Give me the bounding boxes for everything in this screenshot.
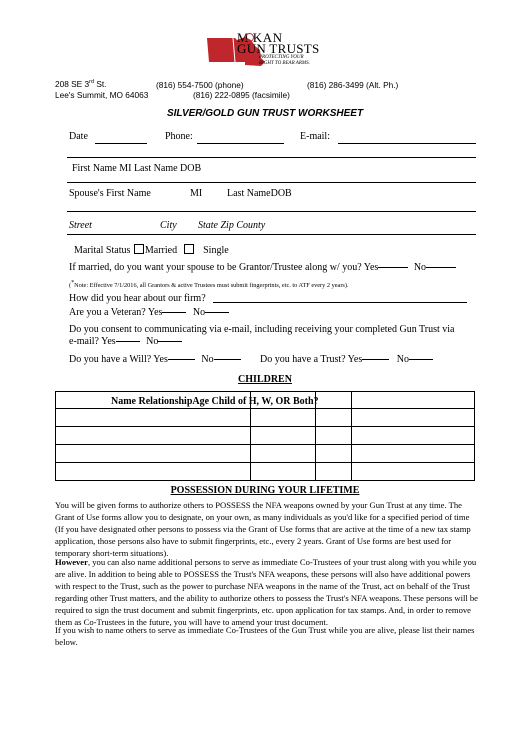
consent-question-line1: Do you consent to communicating via e-mail, including receiving your completed Gun Trust via [69,324,455,335]
street-label: Street [69,220,92,231]
spouse-grantor-yes-field[interactable] [378,267,408,268]
possession-paragraph-3: If you wish to name others to serve as immediate Co-Trustees of the Gun Trust while you are alive, please list their names below. [55,625,475,647]
name-row-topline[interactable] [67,157,476,158]
logo-name-line2: GUN TRUSTS [237,41,320,56]
hear-question: How did you hear about our firm? [69,293,206,304]
table-row[interactable] [56,445,474,462]
email-field[interactable] [338,143,476,144]
spouse-grantor-no-field[interactable] [426,267,456,268]
page-title: SILVER/GOLD GUN TRUST WORKSHEET [166,108,364,119]
fax-number: (816) 222-0895 (facsimile) [193,90,290,100]
address-row-bottomline[interactable] [67,234,476,235]
logo-name-line1: M KAN [237,30,283,45]
phone-number: (816) 554-7500 (phone) [156,80,244,90]
will-question: Do you have a Will? Yes No [69,354,241,365]
spouse-last-label: Last NameDOB [227,188,292,199]
alt-phone-number: (816) 286-3499 (Alt. Ph.) [307,80,399,90]
marital-status-row [74,244,229,256]
married-label: Married [144,245,178,256]
spouse-first-label: Spouse's First Name [69,188,151,199]
table-row[interactable] [56,463,474,480]
veteran-no-field[interactable] [205,312,229,313]
date-field[interactable] [95,143,147,144]
children-table-header: Name RelationshipAge Child of H, W, OR Both? [111,396,319,407]
consent-question-line2: e-mail? Yes No [69,336,182,347]
possession-paragraph-1: You will be given forms to authorize others to POSSESS the NFA weapons owned by your Gun Trust at any time. The Grant of Use forms allow you to designate, on your own, as many individuals as you'd like for a specified period of time (If you have designated other persons to possess via the Grant of Use forms that are active at the time of a new tax stamp application, those persons also have to submit fingerprints, etc., every 2 years. Grant of Use forms are best used for temporary short-term situations). [55,500,471,558]
fingerprint-note: (*Note: Effective 7/1/2016, all Grantors & active Trustees must submit fingerprints, etc. to ATF every 2 years). [69,280,349,290]
will-yes-field[interactable] [168,359,195,360]
trust-no-field[interactable] [409,359,433,360]
spouse-row-topline[interactable] [67,182,476,183]
married-checkbox[interactable] [134,244,144,254]
state-zip-county-label: State Zip County [198,220,266,231]
address-city: Lee's Summit, MO 64063 [55,90,149,100]
possession-paragraph-2: However, you can also name additional persons to serve as immediate Co-Trustees of your trust along with you while you are alive. In addition to being able to POSSESS the Trust's NFA weapons, these persons will also have additional powers with respect to the Trust, such as the power to purchase NFA weapons in the name of the Trust, act on behalf of the Trust regarding other Trust matters, and the ability to authorize others to possess the Trust's NFA weapons. These persons will be required to sign the trust document and submit fingerprints, etc. upon application for tax stamps. And, in order to remove them as Co-Trustees in the future, you will have to amend your trust document. [55,557,478,627]
possession-heading: POSSESSION DURING YOUR LIFETIME [170,485,360,496]
spouse-grantor-question: If married, do you want your spouse to be Grantor/Trustee along w/ you? Yes No [69,262,456,273]
logo-tagline-line2: RIGHT TO BEAR ARMS. [259,61,310,66]
hear-field[interactable] [213,302,467,303]
table-row[interactable] [56,427,474,444]
spouse-mi-label: MI [190,188,203,199]
consent-no-field[interactable] [158,341,182,342]
single-checkbox[interactable] [184,244,194,254]
email-label: E-mail: [300,131,330,142]
date-label: Date [69,131,88,142]
single-label: Single [203,245,229,256]
children-table [55,391,475,481]
logo-tagline-line1: PROTECTING YOUR [259,55,304,60]
trust-yes-field[interactable] [362,359,389,360]
veteran-question: Are you a Veteran? Yes No [69,307,229,318]
veteran-yes-field[interactable] [162,312,186,313]
consent-yes-field[interactable] [116,341,140,342]
will-no-field[interactable] [214,359,241,360]
logo [205,30,335,72]
name-row-labels: First Name MI Last Name DOB [72,163,202,174]
address-street: 208 SE 3rd St. [55,79,107,89]
phone-label: Phone: [165,131,193,142]
city-label: City [160,220,177,231]
address-row-topline[interactable] [67,211,476,212]
phone-field[interactable] [197,143,284,144]
marital-status-label: Marital Status [74,245,131,256]
children-heading: CHILDREN [238,374,292,385]
table-row[interactable] [56,409,474,426]
trust-question: Do you have a Trust? Yes No [260,354,433,365]
